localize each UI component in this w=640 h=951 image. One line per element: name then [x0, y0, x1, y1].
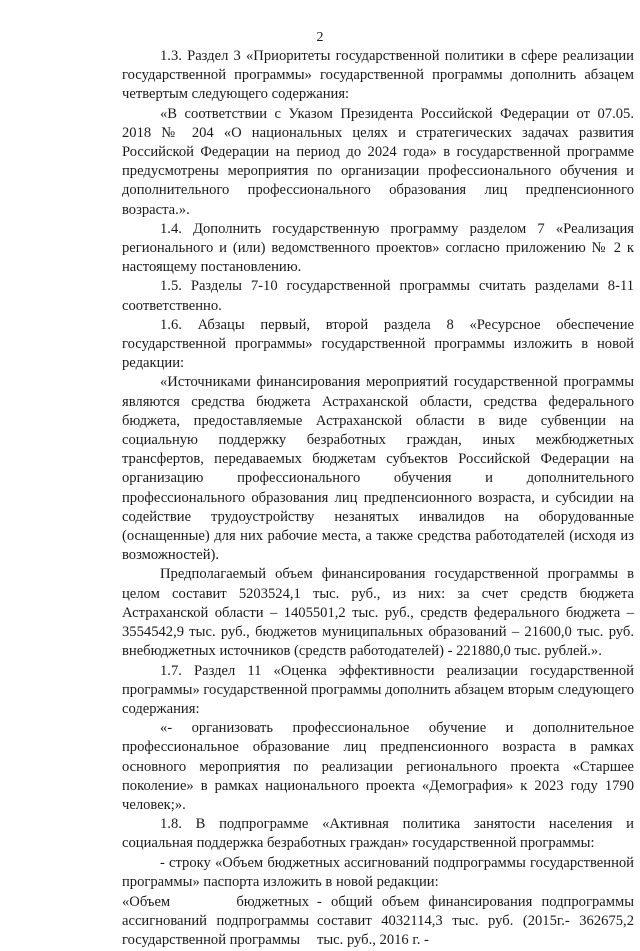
passport-value-cell: - общий объем финансирования подпрограммы составит 4032114,3 тыс. руб. (2015г.- 362675,2 тыс. руб., 2016 г. -	[317, 893, 634, 949]
paragraph-quote-training: «- организовать профессиональное обучение и дополнительное профессиональное образование лиц предпенсионного возраста в рамках основного мероприятия по реализации регионального проекта «Старшее поколение» в рамках национального проекта «Демография» к 2023 году 1790 человек;».	[122, 720, 634, 813]
paragraph-quote-decree: «В соответствии с Указом Президента Российской Федерации от 07.05. 2018 № 204 «О национальных целях и стратегических задачах развития Российской Федерации на период до 2024 года» в государственной программе предусмотрены мероприятия по организации профессионального обучения и дополнительного профессионального образования лиц предпенсионного возраста.».	[122, 105, 634, 218]
page-number: 2	[316, 30, 324, 45]
passport-table	[122, 893, 634, 951]
paragraph-funding-volume: Предполагаемый объем финансирования государственной программы в целом составит 5203524,1 тыс. руб., из них: за счет средств бюджета Астраханской области – 1405501,2 тыс. руб., средств федерального бюджета – 3554542,9 тыс. руб., бюджетов муниципальных образований – 21600,0 тыс. руб. внебюджетных источников (средств работодателей) - 221880,0 тыс. рублей.».	[122, 566, 634, 660]
paragraph-passport-line: - строку «Объем бюджетных ассигнований подпрограммы государственной программы» паспорта изложить в новой редакции:	[122, 854, 634, 890]
passport-label-cell: «Объем бюджетных ассигнований подпрограммы государственной программы	[122, 893, 309, 949]
paragraph-1-4: 1.4. Дополнить государственную программу разделом 7 «Реализация регионального и (или) ведомственного проектов» согласно приложению № 2 к настоящему постановлению.	[122, 220, 634, 276]
document-body	[122, 47, 634, 951]
paragraph-1-3: 1.3. Раздел 3 «Приоритеты государственной политики в сфере реализации государственной программы» государственной программы дополнить абзацем четвертым следующего содержания:	[122, 48, 634, 103]
paragraph-1-8: 1.8. В подпрограмме «Активная политика занятости населения и социальная поддержка безработных граждан» государственной программы:	[122, 816, 634, 852]
paragraph-1-5: 1.5. Разделы 7-10 государственной программы считать разделами 8-11 соответственно.	[122, 278, 634, 314]
paragraph-1-7: 1.7. Раздел 11 «Оценка эффективности реализации государственной программы» государственной программы дополнить абзацем вторым следующего содержания:	[122, 662, 634, 717]
paragraph-1-6: 1.6. Абзацы первый, второй раздела 8 «Ресурсное обеспечение государственной программы» государственной программы изложить в новой редакции:	[122, 316, 634, 372]
paragraph-funding-sources: «Источниками финансирования мероприятий государственной программы являются средства бюджета Астраханской области, средства федерального бюджета, предоставляемые Астраханской области в виде субвенции на социальную поддержку безработных граждан, иных межбюджетных трансфертов, передаваемых бюджетам субъектов Российской Федерации на организацию профессионального обучения и дополнительного профессионального образования лиц предпенсионного возраста, и субсидии на содействие трудоустройству незанятых инвалидов на оборудованные (оснащенные) для них рабочие места, а также средства работодателей (исходя из возможностей).	[122, 374, 634, 564]
